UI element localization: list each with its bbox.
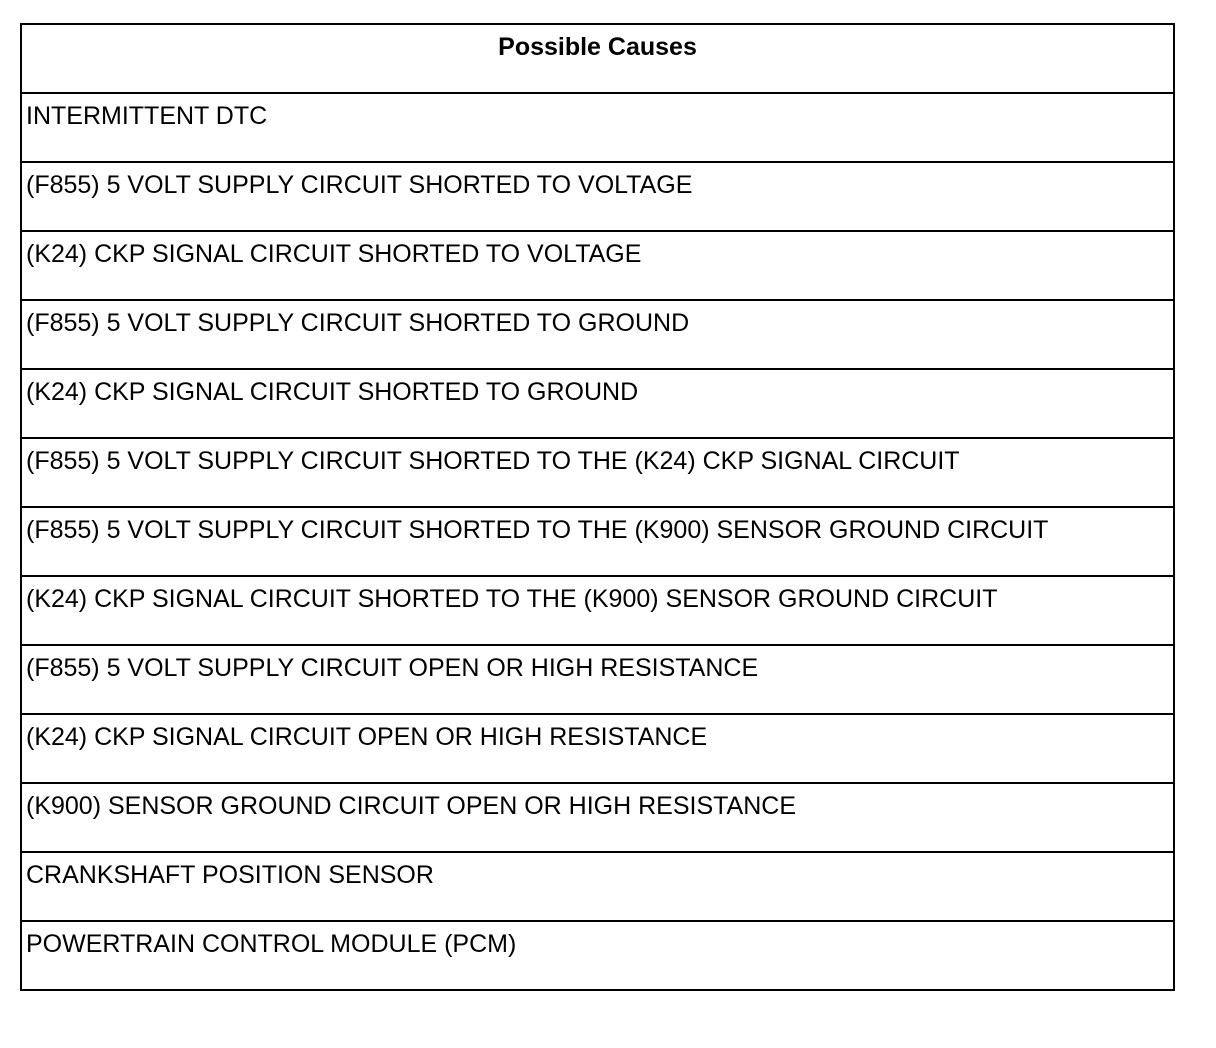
table-cell [21, 507, 1174, 576]
table-row [21, 162, 1174, 231]
table-cell [21, 645, 1174, 714]
cause-text: (K24) CKP SIGNAL CIRCUIT OPEN OR HIGH RESISTANCE [26, 723, 708, 751]
table-row [21, 369, 1174, 438]
table-cell [21, 714, 1174, 783]
cause-text: POWERTRAIN CONTROL MODULE (PCM) [26, 930, 517, 958]
table-row [21, 231, 1174, 300]
cause-text: (F855) 5 VOLT SUPPLY CIRCUIT SHORTED TO VOLTAGE [26, 171, 693, 199]
table-row [21, 507, 1174, 576]
table-row [21, 921, 1174, 990]
table-header-label: Possible Causes [498, 33, 697, 61]
table-cell [21, 438, 1174, 507]
table-row [21, 852, 1174, 921]
table-cell [21, 852, 1174, 921]
table-row [21, 783, 1174, 852]
table-row [21, 714, 1174, 783]
table-header-row [21, 24, 1174, 93]
table-cell [21, 921, 1174, 990]
cause-text: CRANKSHAFT POSITION SENSOR [26, 861, 434, 889]
cause-text: (K900) SENSOR GROUND CIRCUIT OPEN OR HIGH RESISTANCE [26, 792, 797, 820]
table-row [21, 300, 1174, 369]
table-cell [21, 93, 1174, 162]
cause-text: (F855) 5 VOLT SUPPLY CIRCUIT SHORTED TO THE (K24) CKP SIGNAL CIRCUIT [26, 447, 960, 475]
table-header-cell [21, 24, 1174, 93]
cause-text: (K24) CKP SIGNAL CIRCUIT SHORTED TO GROUND [26, 378, 639, 406]
table-cell [21, 576, 1174, 645]
cause-text: INTERMITTENT DTC [26, 102, 268, 130]
table-cell [21, 783, 1174, 852]
cause-text: (F855) 5 VOLT SUPPLY CIRCUIT SHORTED TO GROUND [26, 309, 690, 337]
table-row [21, 93, 1174, 162]
table-cell [21, 162, 1174, 231]
table-row [21, 438, 1174, 507]
table-cell [21, 369, 1174, 438]
cause-text: (F855) 5 VOLT SUPPLY CIRCUIT OPEN OR HIGH RESISTANCE [26, 654, 759, 682]
table-row [21, 645, 1174, 714]
cause-text: (F855) 5 VOLT SUPPLY CIRCUIT SHORTED TO THE (K900) SENSOR GROUND CIRCUIT [26, 516, 1049, 544]
possible-causes-table [20, 23, 1175, 991]
cause-text: (K24) CKP SIGNAL CIRCUIT SHORTED TO VOLTAGE [26, 240, 642, 268]
table-cell [21, 300, 1174, 369]
table-row [21, 576, 1174, 645]
table-cell [21, 231, 1174, 300]
cause-text: (K24) CKP SIGNAL CIRCUIT SHORTED TO THE (K900) SENSOR GROUND CIRCUIT [26, 585, 998, 613]
